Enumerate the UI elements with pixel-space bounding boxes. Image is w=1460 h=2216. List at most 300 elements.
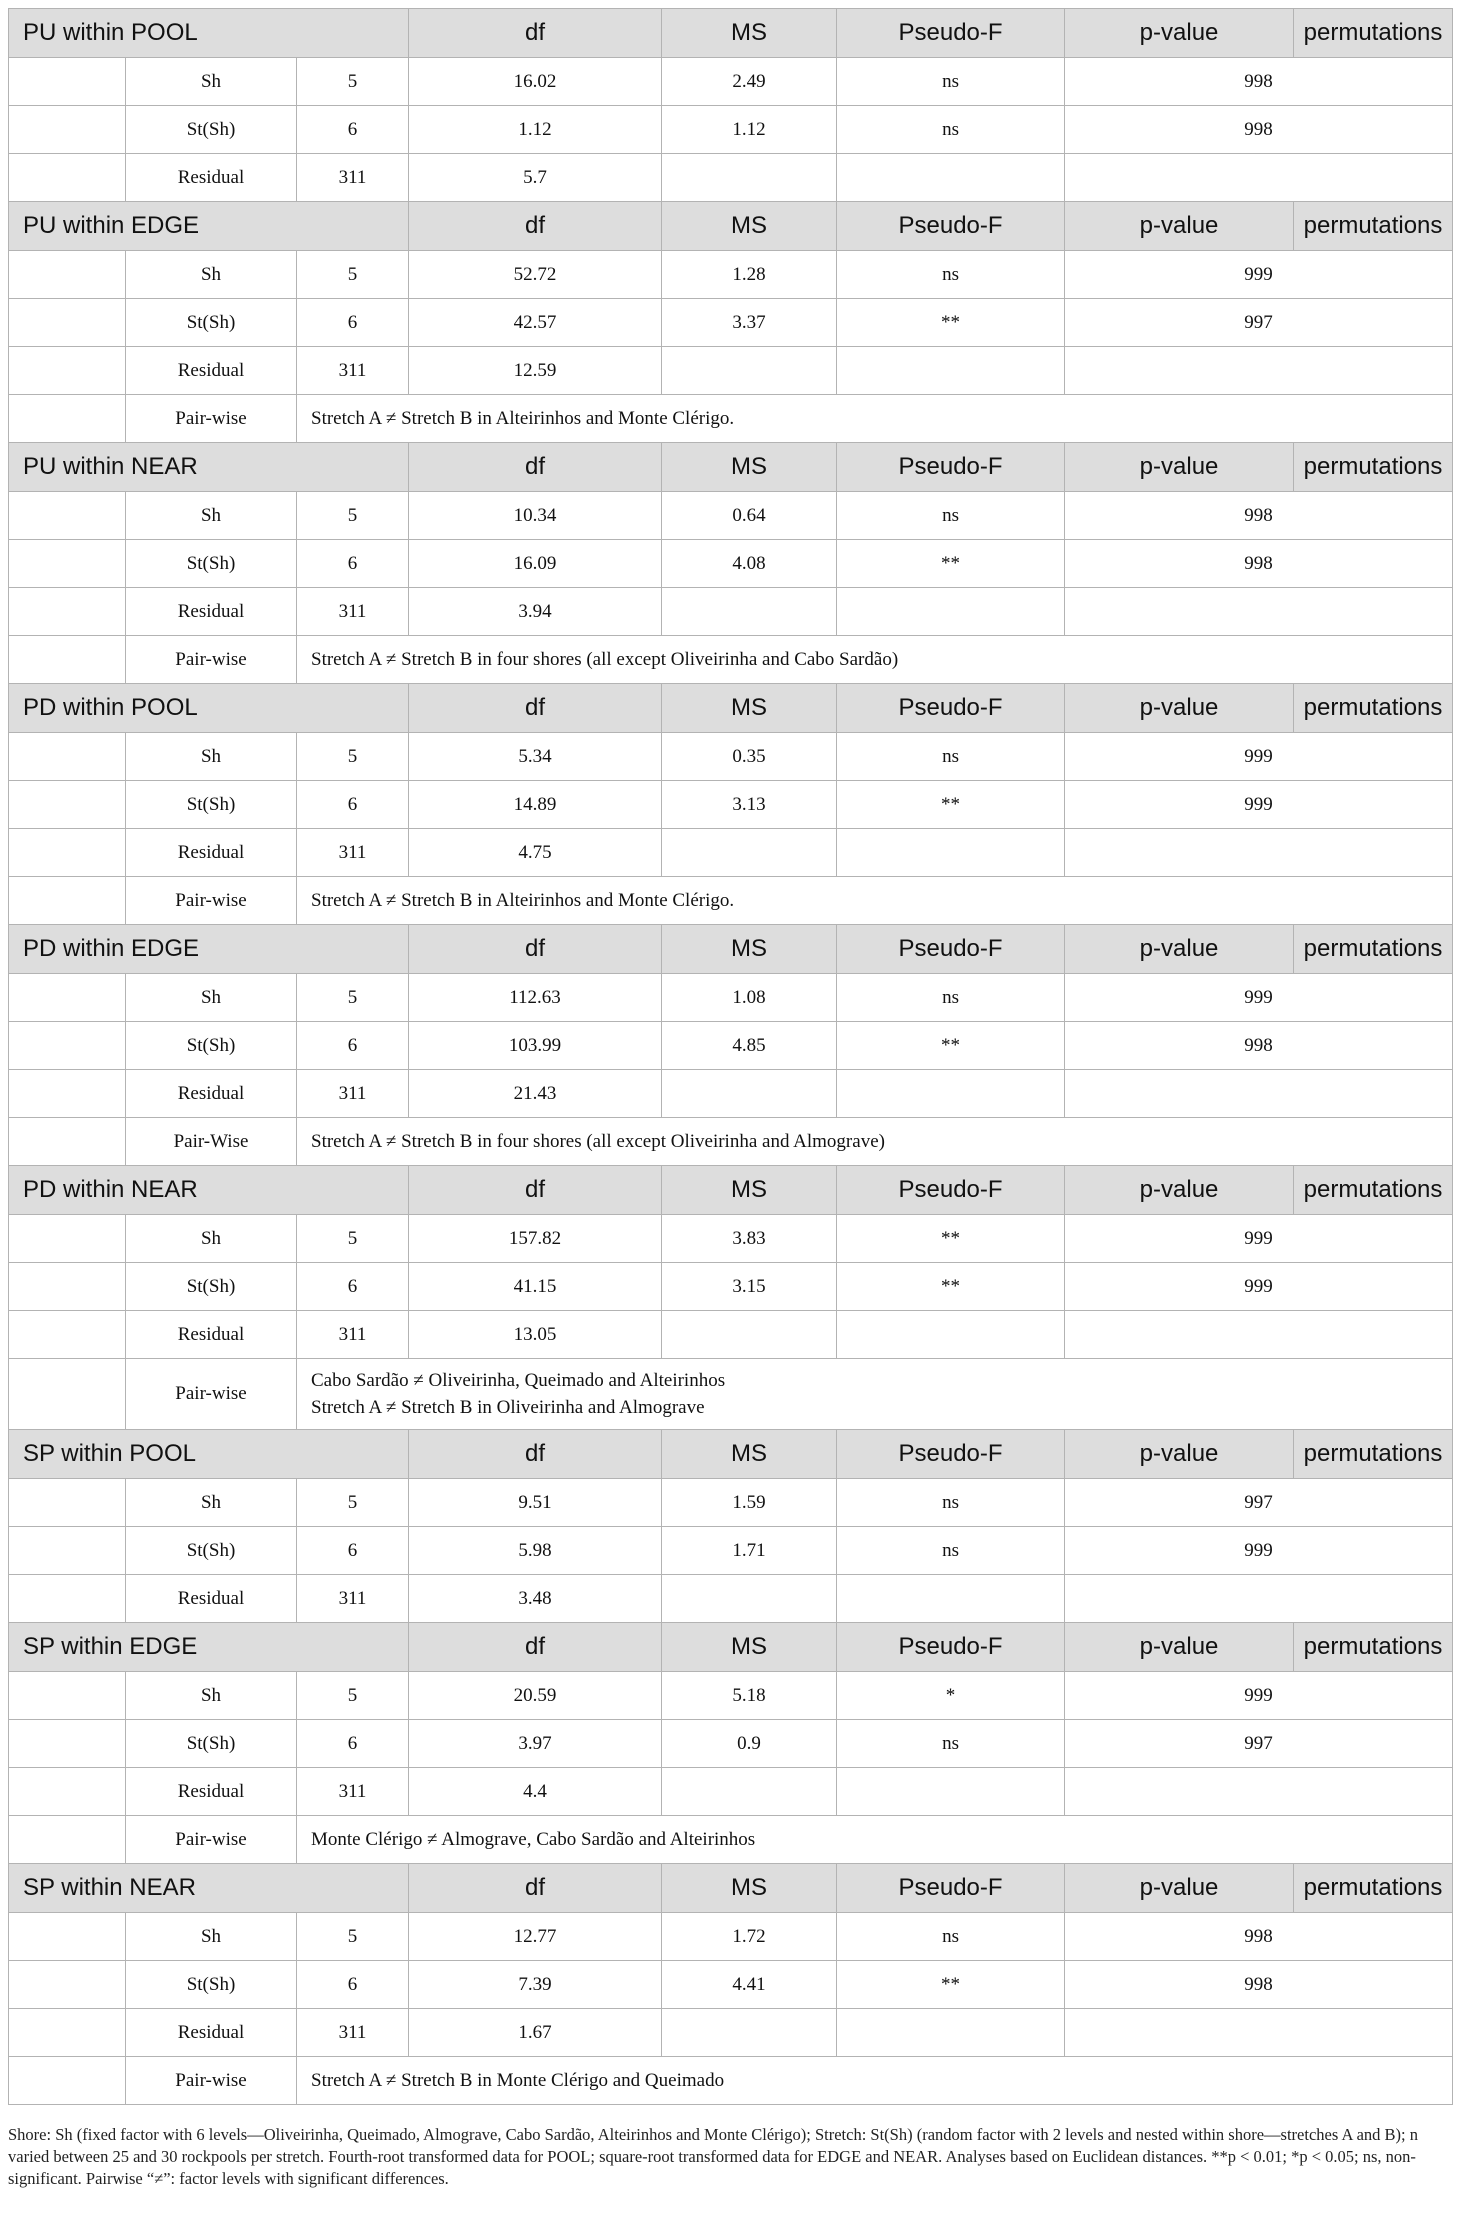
pseudo-f-cell xyxy=(662,2009,837,2057)
source-cell: St(Sh) xyxy=(126,540,297,588)
ms-cell: 42.57 xyxy=(409,299,662,347)
ms-cell: 157.82 xyxy=(409,1215,662,1263)
df-cell: 6 xyxy=(297,781,409,829)
section-header-row xyxy=(9,443,1453,492)
source-cell: Residual xyxy=(126,1575,297,1623)
section-header-row xyxy=(9,1166,1453,1215)
source-cell: Residual xyxy=(126,2009,297,2057)
df-cell: 311 xyxy=(297,154,409,202)
source-cell: Residual xyxy=(126,154,297,202)
permutations-cell: 998 xyxy=(1065,58,1453,106)
permutations-cell: 999 xyxy=(1065,781,1453,829)
df-cell: 6 xyxy=(297,1961,409,2009)
df-cell: 311 xyxy=(297,829,409,877)
df-cell: 311 xyxy=(297,1575,409,1623)
pseudo-f-cell: 1.72 xyxy=(662,1913,837,1961)
ms-cell: 5.98 xyxy=(409,1527,662,1575)
permutations-cell xyxy=(1065,588,1453,636)
ms-cell: 3.94 xyxy=(409,588,662,636)
p-value-cell: ns xyxy=(837,492,1065,540)
permutations-cell: 999 xyxy=(1065,974,1453,1022)
header-ms: MS xyxy=(662,202,837,251)
source-cell: Sh xyxy=(126,733,297,781)
section-title: SP within NEAR xyxy=(9,1864,409,1913)
pseudo-f-cell xyxy=(662,1311,837,1359)
table-row xyxy=(9,974,1453,1022)
pseudo-f-cell: 1.12 xyxy=(662,106,837,154)
section-header-row xyxy=(9,1430,1453,1479)
table-row xyxy=(9,299,1453,347)
section-header-row xyxy=(9,925,1453,974)
header-permutations: permutations xyxy=(1294,925,1453,974)
header-ms: MS xyxy=(662,443,837,492)
source-cell: St(Sh) xyxy=(126,299,297,347)
ms-cell: 16.09 xyxy=(409,540,662,588)
indent-cell xyxy=(9,1768,126,1816)
source-cell: St(Sh) xyxy=(126,1720,297,1768)
pairwise-row xyxy=(9,395,1453,443)
indent-cell xyxy=(9,2057,126,2105)
p-value-cell xyxy=(837,154,1065,202)
p-value-cell: ns xyxy=(837,1527,1065,1575)
df-cell: 311 xyxy=(297,1311,409,1359)
source-cell: St(Sh) xyxy=(126,781,297,829)
header-pseudo-f: Pseudo-F xyxy=(837,9,1065,58)
p-value-cell: ** xyxy=(837,299,1065,347)
pairwise-label: Pair-wise xyxy=(126,636,297,684)
pairwise-line: Stretch A ≠ Stretch B in four shores (all except Oliveirinha and Cabo Sardão) xyxy=(311,649,899,670)
header-df: df xyxy=(409,684,662,733)
pseudo-f-cell xyxy=(662,1768,837,1816)
header-df: df xyxy=(409,925,662,974)
p-value-cell xyxy=(837,1311,1065,1359)
table-row xyxy=(9,733,1453,781)
header-df: df xyxy=(409,9,662,58)
header-pseudo-f: Pseudo-F xyxy=(837,1430,1065,1479)
header-df: df xyxy=(409,443,662,492)
indent-cell xyxy=(9,540,126,588)
ms-cell: 52.72 xyxy=(409,251,662,299)
indent-cell xyxy=(9,299,126,347)
section-header-row xyxy=(9,684,1453,733)
p-value-cell: ** xyxy=(837,1961,1065,2009)
indent-cell xyxy=(9,829,126,877)
table-row xyxy=(9,540,1453,588)
indent-cell xyxy=(9,1527,126,1575)
pseudo-f-cell: 0.64 xyxy=(662,492,837,540)
ms-cell: 112.63 xyxy=(409,974,662,1022)
df-cell: 6 xyxy=(297,540,409,588)
pairwise-line: Monte Clérigo ≠ Almograve, Cabo Sardão and Alteirinhos xyxy=(311,1829,756,1850)
indent-cell xyxy=(9,1311,126,1359)
pairwise-result xyxy=(297,1359,1453,1430)
header-permutations: permutations xyxy=(1294,1623,1453,1672)
indent-cell xyxy=(9,1263,126,1311)
source-cell: Sh xyxy=(126,974,297,1022)
permutations-cell xyxy=(1065,1070,1453,1118)
indent-cell xyxy=(9,1070,126,1118)
pairwise-result xyxy=(297,1816,1453,1864)
section-header-row xyxy=(9,1864,1453,1913)
header-p-value: p-value xyxy=(1065,443,1294,492)
section-title: PU within EDGE xyxy=(9,202,409,251)
pseudo-f-cell xyxy=(662,1575,837,1623)
indent-cell xyxy=(9,106,126,154)
header-pseudo-f: Pseudo-F xyxy=(837,1166,1065,1215)
ms-cell: 13.05 xyxy=(409,1311,662,1359)
permutations-cell: 998 xyxy=(1065,1022,1453,1070)
pairwise-label: Pair-wise xyxy=(126,1359,297,1430)
indent-cell xyxy=(9,2009,126,2057)
pseudo-f-cell xyxy=(662,588,837,636)
source-cell: Residual xyxy=(126,1311,297,1359)
header-df: df xyxy=(409,1166,662,1215)
ms-cell: 10.34 xyxy=(409,492,662,540)
table-row xyxy=(9,154,1453,202)
pairwise-row xyxy=(9,877,1453,925)
indent-cell xyxy=(9,588,126,636)
p-value-cell: ns xyxy=(837,733,1065,781)
ms-cell: 3.97 xyxy=(409,1720,662,1768)
pseudo-f-cell: 5.18 xyxy=(662,1672,837,1720)
section-title: SP within POOL xyxy=(9,1430,409,1479)
p-value-cell: ns xyxy=(837,1479,1065,1527)
df-cell: 6 xyxy=(297,1527,409,1575)
header-p-value: p-value xyxy=(1065,1166,1294,1215)
ms-cell: 9.51 xyxy=(409,1479,662,1527)
header-permutations: permutations xyxy=(1294,443,1453,492)
permutations-cell: 999 xyxy=(1065,1527,1453,1575)
pairwise-result xyxy=(297,395,1453,443)
df-cell: 5 xyxy=(297,58,409,106)
table-row xyxy=(9,1479,1453,1527)
header-p-value: p-value xyxy=(1065,202,1294,251)
ms-cell: 3.48 xyxy=(409,1575,662,1623)
p-value-cell xyxy=(837,347,1065,395)
permutations-cell: 997 xyxy=(1065,1479,1453,1527)
indent-cell xyxy=(9,1913,126,1961)
pairwise-line: Stretch A ≠ Stretch B in Alteirinhos and Monte Clérigo. xyxy=(311,408,735,429)
ms-cell: 7.39 xyxy=(409,1961,662,2009)
header-pseudo-f: Pseudo-F xyxy=(837,443,1065,492)
header-permutations: permutations xyxy=(1294,9,1453,58)
source-cell: Sh xyxy=(126,1215,297,1263)
header-p-value: p-value xyxy=(1065,925,1294,974)
source-cell: Residual xyxy=(126,1070,297,1118)
permutations-cell: 999 xyxy=(1065,251,1453,299)
permutations-cell xyxy=(1065,1768,1453,1816)
df-cell: 5 xyxy=(297,1672,409,1720)
permutations-cell: 997 xyxy=(1065,1720,1453,1768)
table-row xyxy=(9,1070,1453,1118)
permutations-cell: 998 xyxy=(1065,1961,1453,2009)
df-cell: 5 xyxy=(297,1215,409,1263)
p-value-cell xyxy=(837,1070,1065,1118)
source-cell: St(Sh) xyxy=(126,1263,297,1311)
df-cell: 6 xyxy=(297,1263,409,1311)
header-df: df xyxy=(409,1623,662,1672)
section-title: PD within NEAR xyxy=(9,1166,409,1215)
pairwise-line: Stretch A ≠ Stretch B in Alteirinhos and Monte Clérigo. xyxy=(311,890,735,911)
permutations-cell xyxy=(1065,829,1453,877)
df-cell: 311 xyxy=(297,1070,409,1118)
section-header-row xyxy=(9,202,1453,251)
table-row xyxy=(9,251,1453,299)
pairwise-line: Stretch A ≠ Stretch B in Monte Clérigo and Queimado xyxy=(311,2070,725,2091)
pseudo-f-cell xyxy=(662,1070,837,1118)
permutations-cell: 999 xyxy=(1065,1672,1453,1720)
ms-cell: 20.59 xyxy=(409,1672,662,1720)
table-row xyxy=(9,1913,1453,1961)
indent-cell xyxy=(9,492,126,540)
ms-cell: 12.77 xyxy=(409,1913,662,1961)
pseudo-f-cell: 4.85 xyxy=(662,1022,837,1070)
pairwise-label: Pair-wise xyxy=(126,1816,297,1864)
section-title: PD within POOL xyxy=(9,684,409,733)
source-cell: St(Sh) xyxy=(126,106,297,154)
source-cell: St(Sh) xyxy=(126,1961,297,2009)
df-cell: 6 xyxy=(297,106,409,154)
section-title: PU within NEAR xyxy=(9,443,409,492)
df-cell: 5 xyxy=(297,1479,409,1527)
indent-cell xyxy=(9,58,126,106)
ms-cell: 5.7 xyxy=(409,154,662,202)
source-cell: Sh xyxy=(126,492,297,540)
permutations-cell: 998 xyxy=(1065,492,1453,540)
source-cell: Sh xyxy=(126,251,297,299)
pseudo-f-cell: 4.41 xyxy=(662,1961,837,2009)
source-cell: Sh xyxy=(126,58,297,106)
indent-cell xyxy=(9,1961,126,2009)
p-value-cell: ** xyxy=(837,1263,1065,1311)
header-ms: MS xyxy=(662,1623,837,1672)
pairwise-result xyxy=(297,636,1453,684)
table-row xyxy=(9,781,1453,829)
table-row xyxy=(9,2009,1453,2057)
pseudo-f-cell: 3.13 xyxy=(662,781,837,829)
header-pseudo-f: Pseudo-F xyxy=(837,202,1065,251)
indent-cell xyxy=(9,1359,126,1430)
indent-cell xyxy=(9,733,126,781)
table-row xyxy=(9,1215,1453,1263)
header-permutations: permutations xyxy=(1294,1864,1453,1913)
ms-cell: 1.67 xyxy=(409,2009,662,2057)
header-ms: MS xyxy=(662,1864,837,1913)
pseudo-f-cell: 3.37 xyxy=(662,299,837,347)
ms-cell: 103.99 xyxy=(409,1022,662,1070)
indent-cell xyxy=(9,636,126,684)
ms-cell: 21.43 xyxy=(409,1070,662,1118)
p-value-cell: ** xyxy=(837,781,1065,829)
p-value-cell: ns xyxy=(837,106,1065,154)
permutations-cell: 998 xyxy=(1065,1913,1453,1961)
header-pseudo-f: Pseudo-F xyxy=(837,1623,1065,1672)
pairwise-line: Stretch A ≠ Stretch B in Oliveirinha and Almograve xyxy=(311,1397,705,1418)
permutations-cell xyxy=(1065,1575,1453,1623)
df-cell: 5 xyxy=(297,1913,409,1961)
df-cell: 311 xyxy=(297,588,409,636)
source-cell: St(Sh) xyxy=(126,1527,297,1575)
indent-cell xyxy=(9,1022,126,1070)
p-value-cell: ** xyxy=(837,540,1065,588)
df-cell: 311 xyxy=(297,2009,409,2057)
df-cell: 5 xyxy=(297,492,409,540)
pseudo-f-cell xyxy=(662,829,837,877)
indent-cell xyxy=(9,974,126,1022)
source-cell: Sh xyxy=(126,1672,297,1720)
indent-cell xyxy=(9,395,126,443)
pseudo-f-cell: 0.35 xyxy=(662,733,837,781)
indent-cell xyxy=(9,1118,126,1166)
ms-cell: 1.12 xyxy=(409,106,662,154)
header-ms: MS xyxy=(662,1430,837,1479)
ms-cell: 5.34 xyxy=(409,733,662,781)
pseudo-f-cell: 3.83 xyxy=(662,1215,837,1263)
permutations-cell xyxy=(1065,2009,1453,2057)
table-row xyxy=(9,1720,1453,1768)
pseudo-f-cell: 4.08 xyxy=(662,540,837,588)
permanova-table xyxy=(8,8,1453,2105)
pairwise-result xyxy=(297,877,1453,925)
p-value-cell: ** xyxy=(837,1215,1065,1263)
indent-cell xyxy=(9,1672,126,1720)
section-title: SP within EDGE xyxy=(9,1623,409,1672)
table-row xyxy=(9,829,1453,877)
ms-cell: 14.89 xyxy=(409,781,662,829)
table-body xyxy=(9,9,1453,2105)
indent-cell xyxy=(9,251,126,299)
header-permutations: permutations xyxy=(1294,202,1453,251)
pseudo-f-cell: 1.28 xyxy=(662,251,837,299)
table-row xyxy=(9,1022,1453,1070)
section-title: PU within POOL xyxy=(9,9,409,58)
permutations-cell: 997 xyxy=(1065,299,1453,347)
ms-cell: 41.15 xyxy=(409,1263,662,1311)
pairwise-line: Stretch A ≠ Stretch B in four shores (all except Oliveirinha and Almograve) xyxy=(311,1131,885,1152)
indent-cell xyxy=(9,877,126,925)
permutations-cell: 998 xyxy=(1065,106,1453,154)
indent-cell xyxy=(9,154,126,202)
permutations-cell xyxy=(1065,1311,1453,1359)
pairwise-label: Pair-Wise xyxy=(126,1118,297,1166)
pairwise-row xyxy=(9,2057,1453,2105)
header-pseudo-f: Pseudo-F xyxy=(837,925,1065,974)
p-value-cell xyxy=(837,588,1065,636)
pairwise-row xyxy=(9,1816,1453,1864)
table-row xyxy=(9,1768,1453,1816)
source-cell: Residual xyxy=(126,347,297,395)
header-permutations: permutations xyxy=(1294,1166,1453,1215)
table-row xyxy=(9,347,1453,395)
pseudo-f-cell xyxy=(662,154,837,202)
header-df: df xyxy=(409,1864,662,1913)
table-row xyxy=(9,1263,1453,1311)
pairwise-result xyxy=(297,1118,1453,1166)
p-value-cell: ns xyxy=(837,58,1065,106)
header-permutations: permutations xyxy=(1294,684,1453,733)
pseudo-f-cell: 2.49 xyxy=(662,58,837,106)
p-value-cell xyxy=(837,829,1065,877)
ms-cell: 16.02 xyxy=(409,58,662,106)
pairwise-label: Pair-wise xyxy=(126,395,297,443)
pseudo-f-cell: 1.08 xyxy=(662,974,837,1022)
permutations-cell xyxy=(1065,347,1453,395)
header-pseudo-f: Pseudo-F xyxy=(837,684,1065,733)
df-cell: 311 xyxy=(297,1768,409,1816)
indent-cell xyxy=(9,1215,126,1263)
header-ms: MS xyxy=(662,9,837,58)
table-row xyxy=(9,58,1453,106)
section-title: PD within EDGE xyxy=(9,925,409,974)
pairwise-line: Cabo Sardão ≠ Oliveirinha, Queimado and Alteirinhos xyxy=(311,1370,726,1391)
p-value-cell: ns xyxy=(837,1913,1065,1961)
pairwise-row xyxy=(9,636,1453,684)
df-cell: 6 xyxy=(297,299,409,347)
indent-cell xyxy=(9,1479,126,1527)
permutations-cell: 998 xyxy=(1065,540,1453,588)
header-p-value: p-value xyxy=(1065,1864,1294,1913)
section-header-row xyxy=(9,9,1453,58)
df-cell: 5 xyxy=(297,974,409,1022)
pseudo-f-cell: 1.59 xyxy=(662,1479,837,1527)
pairwise-row xyxy=(9,1118,1453,1166)
p-value-cell xyxy=(837,2009,1065,2057)
ms-cell: 12.59 xyxy=(409,347,662,395)
pseudo-f-cell: 1.71 xyxy=(662,1527,837,1575)
pairwise-row xyxy=(9,1359,1453,1430)
pairwise-label: Pair-wise xyxy=(126,2057,297,2105)
p-value-cell xyxy=(837,1575,1065,1623)
table-row xyxy=(9,1672,1453,1720)
indent-cell xyxy=(9,1575,126,1623)
pairwise-label: Pair-wise xyxy=(126,877,297,925)
p-value-cell: ns xyxy=(837,1720,1065,1768)
df-cell: 311 xyxy=(297,347,409,395)
p-value-cell: ns xyxy=(837,251,1065,299)
table-row xyxy=(9,492,1453,540)
header-p-value: p-value xyxy=(1065,684,1294,733)
source-cell: Residual xyxy=(126,588,297,636)
table-footnote: Shore: Sh (fixed factor with 6 levels—Oliveirinha, Queimado, Almograve, Cabo Sardão, Alteirinhos and Monte Clérigo); Stretch: St(Sh) (random factor with 2 levels and nested within shore—stretches A and B); n varied between 25 and 30 rockpools per stretch. Fourth-root transformed data for POOL; square-root transformed data for EDGE and NEAR. Analyses based on Euclidean distances. **p < 0.01; *p < 0.05; ns, non-significant. Pairwise “≠”: factor levels with significant differences. xyxy=(8,2125,1419,2188)
header-df: df xyxy=(409,1430,662,1479)
p-value-cell: ** xyxy=(837,1022,1065,1070)
source-cell: Residual xyxy=(126,1768,297,1816)
permutations-cell: 999 xyxy=(1065,733,1453,781)
df-cell: 6 xyxy=(297,1720,409,1768)
header-p-value: p-value xyxy=(1065,1623,1294,1672)
indent-cell xyxy=(9,781,126,829)
df-cell: 5 xyxy=(297,733,409,781)
source-cell: Residual xyxy=(126,829,297,877)
table-row xyxy=(9,1311,1453,1359)
section-header-row xyxy=(9,1623,1453,1672)
table-row xyxy=(9,1527,1453,1575)
permutations-cell: 999 xyxy=(1065,1263,1453,1311)
header-pseudo-f: Pseudo-F xyxy=(837,1864,1065,1913)
p-value-cell: * xyxy=(837,1672,1065,1720)
header-ms: MS xyxy=(662,684,837,733)
ms-cell: 4.75 xyxy=(409,829,662,877)
table-row xyxy=(9,106,1453,154)
table-row xyxy=(9,1575,1453,1623)
pseudo-f-cell: 0.9 xyxy=(662,1720,837,1768)
source-cell: Sh xyxy=(126,1913,297,1961)
header-permutations: permutations xyxy=(1294,1430,1453,1479)
p-value-cell: ns xyxy=(837,974,1065,1022)
pseudo-f-cell xyxy=(662,347,837,395)
header-p-value: p-value xyxy=(1065,9,1294,58)
p-value-cell xyxy=(837,1768,1065,1816)
